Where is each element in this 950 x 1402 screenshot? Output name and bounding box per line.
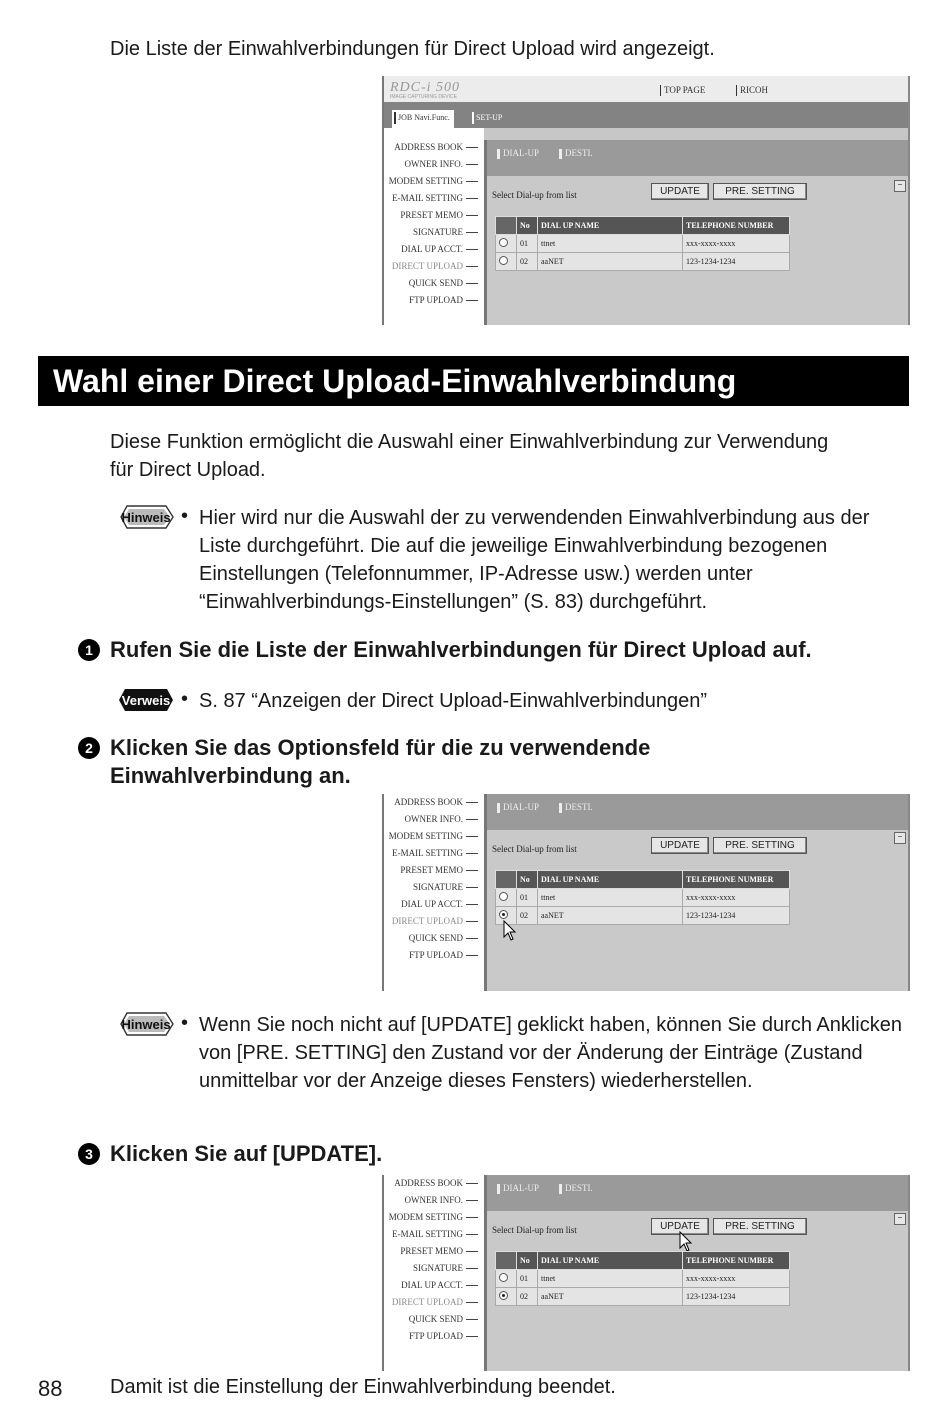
bullet-icon: • xyxy=(181,505,189,527)
sidebar-item-preset-memo[interactable]: PRESET MEMO xyxy=(400,210,478,220)
sidebar-item-owner-info[interactable]: OWNER INFO. xyxy=(405,814,479,824)
step-2-text: Klicken Sie das Optionsfeld für die zu verwendende Einwahlverbindung an. xyxy=(110,735,651,788)
sidebar-item-ftp-upload[interactable]: FTP UPLOAD xyxy=(409,950,478,960)
hinweis-tag-label: Hinweis xyxy=(121,510,171,525)
select-dialup-label: Select Dial-up from list xyxy=(492,190,577,200)
sidebar-item-dial-up-acct[interactable]: DIAL UP ACCT. xyxy=(401,244,478,254)
page-number: 88 xyxy=(38,1376,63,1401)
hinweis-tag xyxy=(116,1012,174,1036)
sidebar-item-address-book[interactable]: ADDRESS BOOK xyxy=(394,1178,478,1188)
step-1-number: 1 xyxy=(78,636,108,664)
main-tab-bar xyxy=(487,140,908,176)
sidebar-item-ftp-upload[interactable]: FTP UPLOAD xyxy=(409,1331,478,1341)
row-no: 01 xyxy=(517,235,538,253)
table-row xyxy=(496,907,790,925)
row-phone: 123-1234-1234 xyxy=(683,1288,790,1306)
main-tab-bar xyxy=(487,794,908,830)
section-title: Wahl einer Direct Upload-Einwahlverbindung xyxy=(38,356,909,406)
row-name: ttnet xyxy=(538,1270,683,1288)
sidebar-item-signature[interactable]: SIGNATURE xyxy=(413,1263,478,1273)
table-row xyxy=(496,1270,790,1288)
sidebar-item-direct-upload[interactable]: DIRECT UPLOAD xyxy=(392,916,478,926)
note-1-text: Hier wird nur die Auswahl der zu verwendenden Einwahlverbindung aus der Liste durchgeführt. Die auf die jeweilige Einwahlverbindung bezogenen Einstellungen (Telefonnummer, IP-Adresse usw.) werden unter “Einwahlverbindungs-Einstellungen” (S. 83) durchgeführt. xyxy=(199,507,870,613)
table-header-phone: TELEPHONE NUMBER xyxy=(683,871,790,889)
row-no: 02 xyxy=(517,253,538,271)
mouse-cursor-icon xyxy=(503,920,517,942)
pre-setting-button[interactable]: PRE. SETTING xyxy=(713,183,807,200)
verweis-tag-shape xyxy=(116,688,174,712)
row-radio[interactable] xyxy=(499,238,508,247)
bullet-icon: • xyxy=(181,1012,189,1034)
hinweis-tag xyxy=(116,505,174,529)
table-row xyxy=(496,1288,790,1306)
step-3-text: Klicken Sie auf [UPDATE]. xyxy=(110,1141,383,1166)
sidebar-item-email-setting[interactable]: E-MAIL SETTING xyxy=(392,848,478,858)
row-phone: xxx-xxxx-xxxx xyxy=(683,235,790,253)
tab-dial-up[interactable]: DIAL-UP xyxy=(497,1183,539,1194)
sidebar xyxy=(384,128,484,325)
hinweis-tag-shape xyxy=(116,505,174,529)
tab-dial-up[interactable]: DIAL-UP xyxy=(497,148,539,159)
row-radio-selected[interactable] xyxy=(499,1291,508,1300)
app-header xyxy=(384,76,908,102)
sidebar-item-owner-info[interactable]: OWNER INFO. xyxy=(405,1195,479,1205)
reference-1-text: S. 87 “Anzeigen der Direct Upload-Einwahlverbindungen” xyxy=(199,690,708,712)
sidebar-item-quick-send[interactable]: QUICK SEND xyxy=(409,1314,478,1324)
row-radio-selected[interactable] xyxy=(499,910,508,919)
table-header-select xyxy=(496,217,517,235)
scrollbar-up-arrow[interactable]: − xyxy=(894,832,906,844)
bullet-icon: • xyxy=(181,688,189,710)
mouse-cursor-icon xyxy=(679,1231,693,1253)
table-header-select xyxy=(496,1252,517,1270)
sidebar-item-address-book[interactable]: ADDRESS BOOK xyxy=(394,142,478,152)
tab-desti[interactable]: DESTI. xyxy=(559,802,593,813)
select-dialup-label: Select Dial-up from list xyxy=(492,844,577,854)
tab-desti[interactable]: DESTI. xyxy=(559,1183,593,1194)
table-row xyxy=(496,889,790,907)
sidebar-item-modem-setting[interactable]: MODEM SETTING xyxy=(389,831,478,841)
hinweis-tag-label: Hinweis xyxy=(121,1017,171,1032)
dialup-table xyxy=(495,1251,790,1306)
pre-setting-button[interactable]: PRE. SETTING xyxy=(713,837,807,854)
nav-bar xyxy=(384,102,908,128)
sidebar-item-signature[interactable]: SIGNATURE xyxy=(413,882,478,892)
main-panel xyxy=(484,794,908,991)
row-name: aaNET xyxy=(538,253,683,271)
table-header-name: DIAL UP NAME xyxy=(538,871,683,889)
row-radio[interactable] xyxy=(499,1273,508,1282)
row-name: aaNET xyxy=(538,1288,683,1306)
sidebar-item-preset-memo[interactable]: PRESET MEMO xyxy=(400,865,478,875)
table-header-name: DIAL UP NAME xyxy=(538,1252,683,1270)
table-header-no: No xyxy=(517,871,538,889)
dialup-table xyxy=(495,870,790,925)
row-no: 01 xyxy=(517,1270,538,1288)
sidebar-item-email-setting[interactable]: E-MAIL SETTING xyxy=(392,193,478,203)
ricoh-link[interactable]: RICOH xyxy=(736,85,768,96)
row-phone: 123-1234-1234 xyxy=(683,253,790,271)
row-name: aaNET xyxy=(538,907,683,925)
row-phone: xxx-xxxx-xxxx xyxy=(683,889,790,907)
note-2-text: Wenn Sie noch nicht auf [UPDATE] geklickt haben, können Sie durch Anklicken von [PRE. SETTING] den Zustand vor der Änderung der Einträge (Zustand unmittelbar vor der Anzeige dieses Fensters) wiederherstellen. xyxy=(199,1014,902,1092)
verweis-tag xyxy=(116,688,174,712)
update-button[interactable]: UPDATE xyxy=(651,1218,709,1235)
row-radio[interactable] xyxy=(499,256,508,265)
table-row xyxy=(496,253,790,271)
row-radio[interactable] xyxy=(499,892,508,901)
tab-setup[interactable]: SET-UP xyxy=(472,112,502,124)
sidebar-item-signature[interactable]: SIGNATURE xyxy=(413,227,478,237)
tab-desti[interactable]: DESTI. xyxy=(559,148,593,159)
sidebar-item-address-book[interactable]: ADDRESS BOOK xyxy=(394,797,478,807)
table-header-no: No xyxy=(517,1252,538,1270)
top-page-link[interactable]: TOP PAGE xyxy=(660,85,705,96)
dialup-table xyxy=(495,216,790,271)
screenshot-dialup-list xyxy=(382,76,910,325)
section-intro: Diese Funktion ermöglicht die Auswahl einer Einwahlverbindung zur Verwendung für Direct Upload. xyxy=(110,431,829,481)
update-button[interactable]: UPDATE xyxy=(651,183,709,200)
pre-setting-button[interactable]: PRE. SETTING xyxy=(713,1218,807,1235)
tab-dial-up[interactable]: DIAL-UP xyxy=(497,802,539,813)
sidebar-item-ftp-upload[interactable]: FTP UPLOAD xyxy=(409,295,478,305)
table-header-phone: TELEPHONE NUMBER xyxy=(683,217,790,235)
verweis-tag-label: Verweis xyxy=(121,693,171,708)
sidebar-item-dial-up-acct[interactable]: DIAL UP ACCT. xyxy=(401,899,478,909)
sidebar xyxy=(384,794,484,991)
footer-text: Damit ist die Einstellung der Einwahlverbindung beendet. xyxy=(110,1376,616,1398)
row-phone: xxx-xxxx-xxxx xyxy=(683,1270,790,1288)
table-header-name: DIAL UP NAME xyxy=(538,217,683,235)
sidebar-item-modem-setting[interactable]: MODEM SETTING xyxy=(389,176,478,186)
app-logo: RDC-i 500 xyxy=(390,80,461,95)
sidebar-item-owner-info[interactable]: OWNER INFO. xyxy=(405,159,479,169)
step-2-number: 2 xyxy=(78,734,108,762)
step-3-number: 3 xyxy=(78,1140,108,1168)
app-logo-subtitle: IMAGE CAPTURING DEVICE xyxy=(390,94,457,100)
sidebar-item-preset-memo[interactable]: PRESET MEMO xyxy=(400,1246,478,1256)
main-panel xyxy=(484,140,908,325)
row-phone: 123-1234-1234 xyxy=(683,907,790,925)
row-no: 02 xyxy=(517,1288,538,1306)
main-panel xyxy=(484,1175,908,1371)
sidebar-item-direct-upload[interactable]: DIRECT UPLOAD xyxy=(392,1297,478,1307)
table-row xyxy=(496,235,790,253)
step-1-text: Rufen Sie die Liste der Einwahlverbindungen für Direct Upload auf. xyxy=(110,637,812,662)
row-name: ttnet xyxy=(538,889,683,907)
table-header-no: No xyxy=(517,217,538,235)
intro-text: Die Liste der Einwahlverbindungen für Direct Upload wird angezeigt. xyxy=(110,38,715,60)
update-button[interactable]: UPDATE xyxy=(651,837,709,854)
scrollbar-up-arrow[interactable]: − xyxy=(894,180,906,192)
sidebar-item-quick-send[interactable]: QUICK SEND xyxy=(409,278,478,288)
main-tab-bar xyxy=(487,1175,908,1211)
table-header-select xyxy=(496,871,517,889)
row-name: ttnet xyxy=(538,235,683,253)
sidebar-item-email-setting[interactable]: E-MAIL SETTING xyxy=(392,1229,478,1239)
screenshot-click-update xyxy=(382,1175,910,1371)
scrollbar-up-arrow[interactable]: − xyxy=(894,1213,906,1225)
table-header-phone: TELEPHONE NUMBER xyxy=(683,1252,790,1270)
sidebar-item-direct-upload[interactable]: DIRECT UPLOAD xyxy=(392,261,478,271)
sidebar-item-quick-send[interactable]: QUICK SEND xyxy=(409,933,478,943)
row-no: 01 xyxy=(517,889,538,907)
hinweis-tag-shape xyxy=(116,1012,174,1036)
sidebar xyxy=(384,1175,484,1371)
sidebar-item-dial-up-acct[interactable]: DIAL UP ACCT. xyxy=(401,1280,478,1290)
select-dialup-label: Select Dial-up from list xyxy=(492,1225,577,1235)
row-no: 02 xyxy=(517,907,538,925)
sidebar-item-modem-setting[interactable]: MODEM SETTING xyxy=(389,1212,478,1222)
screenshot-select-radio xyxy=(382,794,910,991)
tab-job-navi[interactable]: JOB Navi.Func. xyxy=(392,110,454,128)
